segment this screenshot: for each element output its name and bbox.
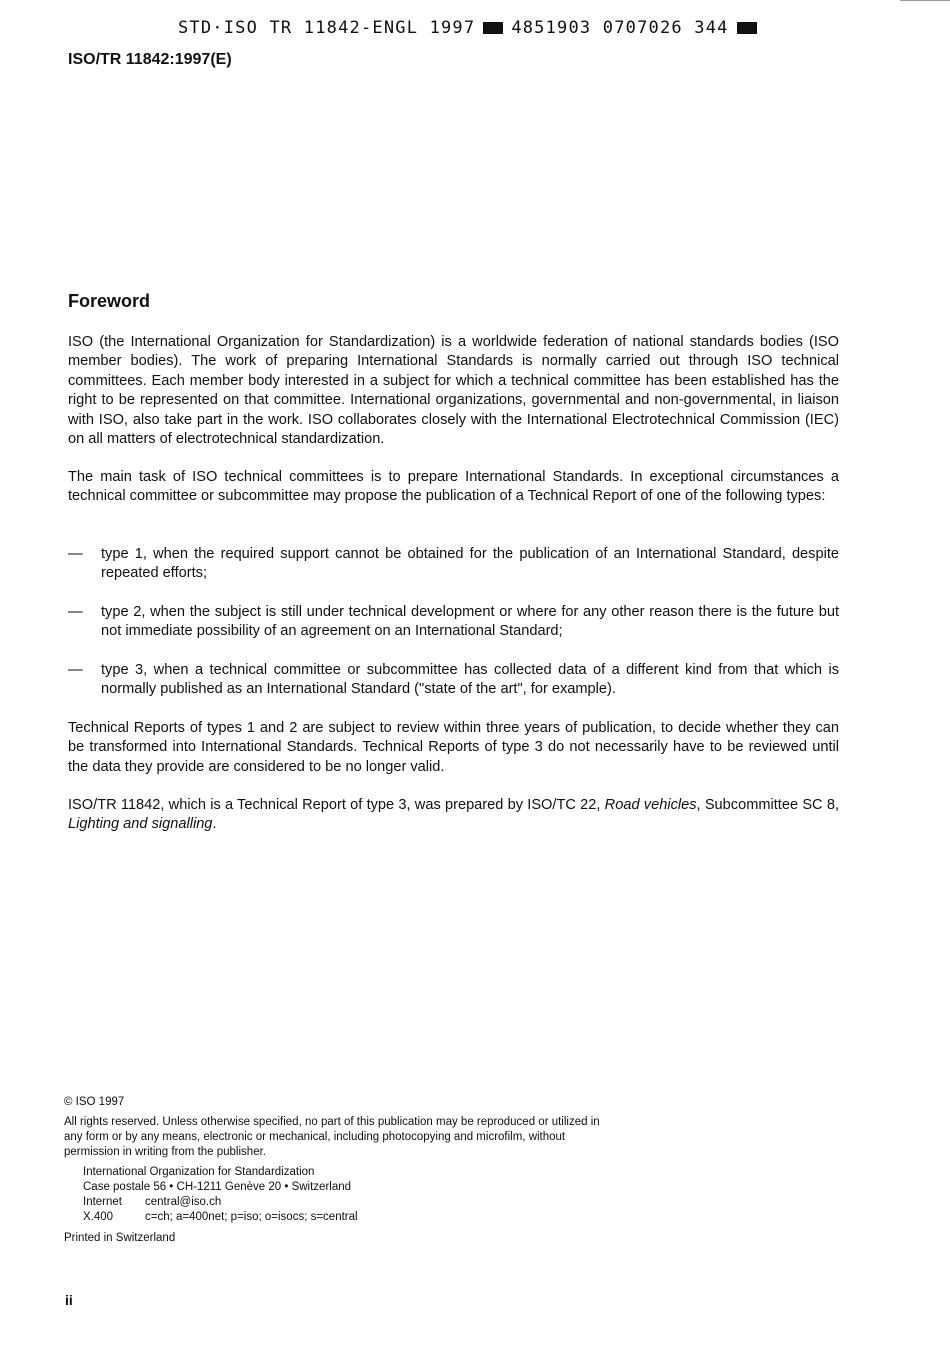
list-item	[68, 661, 839, 700]
list-item-text: type 2, when the subject is still under technical development or where for any other reason there is the future but not immediate possibility of an agreement on an International Standard;	[101, 604, 839, 640]
page-number: ii	[65, 1292, 73, 1308]
foreword-heading: Foreword	[68, 291, 151, 311]
scan-header-line	[178, 18, 757, 38]
scan-header-block-2	[737, 22, 757, 34]
printed-in-notice: Printed in Switzerland	[64, 1232, 176, 1244]
p4-text-before: ISO/TR 11842, which is a Technical Report of type 3, was prepared by ISO/TC 22,	[68, 797, 605, 813]
copyright-line: © ISO 1997	[64, 1096, 125, 1108]
scan-header-part1: STD·ISO TR 11842-ENGL 1997	[178, 18, 476, 38]
organization-name: International Organization for Standardization	[83, 1166, 315, 1178]
scan-header-block-1	[483, 22, 503, 34]
internet-address: central@iso.ch	[145, 1196, 222, 1208]
foreword-paragraph-3: Technical Reports of types 1 and 2 are subject to review within three years of publication, to decide whether they can be transformed into International Standards. Technical Reports of type 3 do not necessarily have to be reviewed until the data they provide are considered to be no longer valid.	[68, 720, 839, 775]
p4-text-after: .	[212, 816, 217, 833]
x400-label: X.400	[83, 1211, 114, 1223]
internet-row	[83, 1195, 358, 1210]
postal-address: Case postale 56 • CH-1211 Genève 20 • Switzerland	[83, 1181, 352, 1193]
list-dash: —	[68, 604, 83, 620]
foreword-paragraph-1: ISO (the International Organization for Standardization) is a worldwide federation of national standards bodies (ISO member bodies). The work of preparing International Standards is normally carried out through ISO technical committees. Each member body interested in a subject for which a technical committee has been established has the right to be represented on that committee. International organizations, governmental and non-governmental, in liaison with ISO, also take part in the work. ISO collaborates closely with the International Electrotechnical Commission (IEC) on all matters of electrotechnical standardization.	[68, 334, 839, 448]
list-dash: —	[68, 662, 83, 678]
address-block	[83, 1165, 358, 1225]
list-item-text: type 3, when a technical committee or subcommittee has collected data of a different kind from that which is normally published as an International Standard ("state of the art", for example).	[101, 662, 839, 698]
scan-edge-mark	[900, 0, 950, 1]
foreword-paragraph-2: The main task of ISO technical committees is to prepare International Standards. In exceptional circumstances a technical committee or subcommittee may propose the publication of a Technical Report of one of the following types:	[68, 469, 839, 505]
x400-row	[83, 1210, 358, 1225]
p4-committee-title: Road vehicles	[604, 797, 697, 813]
list-item-text: type 1, when the required support cannot be obtained for the publication of an International Standard, despite repeated efforts;	[101, 546, 839, 582]
list-item	[68, 545, 839, 584]
p4-subcommittee-title: Lighting and signalling	[68, 816, 213, 833]
internet-label: Internet	[83, 1196, 122, 1208]
document-code: ISO/TR 11842:1997(E)	[68, 51, 232, 68]
x400-address: c=ch; a=400net; p=iso; o=isocs; s=central	[145, 1211, 358, 1223]
p4-text-middle: , Subcommittee SC 8,	[696, 797, 840, 813]
rights-notice: All rights reserved. Unless otherwise specified, no part of this publication may be reproduced or utilized in any form or by any means, electronic or mechanical, including photocopying and microfilm, without permission in writing from the publisher.	[64, 1116, 600, 1158]
foreword-paragraph-4	[68, 796, 839, 835]
list-dash: —	[68, 546, 83, 562]
scan-header-part2: 4851903 0707026 344	[511, 18, 729, 38]
list-item	[68, 603, 839, 642]
